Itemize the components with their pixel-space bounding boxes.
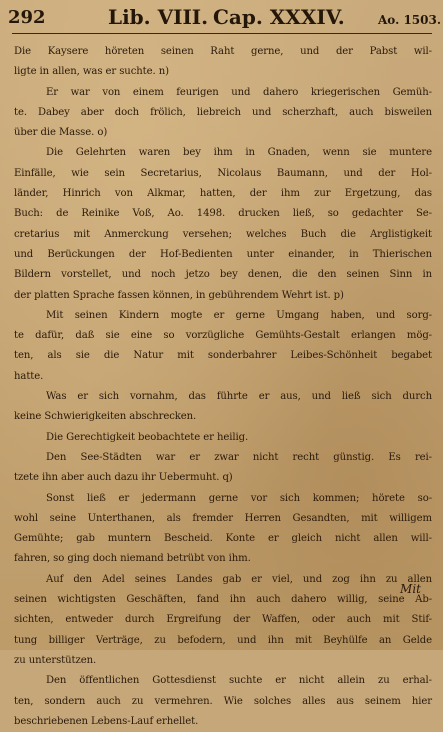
- text-line: Die Kaysere höreten seinen Raht gerne, und der Pabst wil-: [14, 46, 432, 57]
- text-line: sichten, entweder durch Ergreifung der Waffen, oder auch mit Stif-: [14, 614, 432, 626]
- text-line: und Berückungen der Hof-Bedienten unter einander, in Thierischen: [14, 248, 432, 260]
- text-line: zu unterstützen.: [14, 654, 97, 666]
- text-line: Er war von einem feurigen und dahero kriegerischen Gemüh-: [46, 86, 432, 98]
- text-line: Mit seinen Kindern mogte er gerne Umgang haben, und sorg-: [46, 309, 432, 321]
- text-line: Bildern vorstellet, und noch jetzo bey denen, die den seinen Sinn in: [14, 269, 432, 281]
- text-line: Buch: de Reinike Voß, Ao. 1498. drucken ließ, so gedachter Se-: [14, 208, 432, 220]
- body-text: [14, 42, 432, 732]
- text-line: cretarius mit Anmerckung versehen; welches Buch die Arglistigkeit: [14, 228, 432, 240]
- text-line: ten, sondern auch zu vermehren. Wie solches alles aus seinem hier: [14, 695, 432, 707]
- running-header: [8, 4, 442, 32]
- text-line: Den See-Städten war er zwar nicht recht günstig. Es rei-: [46, 451, 432, 463]
- page-number: 292: [8, 7, 46, 28]
- text-line: Einfälle, wie sein Secretarius, Nicolaus Baumann, und der Hol-: [14, 167, 432, 179]
- text-line: Die Gelehrten waren bey ihm in Gnaden, wenn sie muntere: [46, 147, 432, 159]
- text-line: beschriebenen Lebens-Lauf erhellet.: [14, 715, 199, 727]
- text-line: tung billiger Verträge, zu befodern, und ihn mit Beyhülfe an Gelde: [14, 634, 432, 646]
- text-line: tzete ihn aber auch dazu ihr Uebermuht. q): [14, 472, 233, 484]
- text-line: te. Dabey aber doch frölich, liebreich und scherzhaft, auch bisweilen: [14, 106, 432, 118]
- text-line: der platten Sprache fassen können, in gebührendem Wehrt ist. p): [14, 289, 344, 301]
- text-line: ligte in allen, was er suchte. n): [14, 66, 169, 78]
- text-line: Auf den Adel seines Landes gab er viel, und zog ihn zu allen: [46, 573, 432, 585]
- text-line: wohl seine Unterthanen, als fremder Herren Gesandten, mit willigem: [14, 512, 432, 524]
- text-line: fahren, so ging doch niemand betrübt von ihm.: [14, 553, 251, 565]
- text-line: Was er sich vornahm, das führte er aus, und ließ sich durch: [46, 391, 432, 403]
- catchword: Mit: [400, 582, 421, 596]
- text-line: Den öffentlichen Gottesdienst suchte er nicht allein zu erhal-: [46, 675, 432, 687]
- text-line: Sonst ließ er jedermann gerne vor sich kommen; hörete so-: [46, 492, 432, 504]
- text-line: länder, Hinrich von Alkmar, hatten, der ihm zur Ergetzung, das: [14, 188, 432, 200]
- year-marker: Ao. 1503.: [378, 13, 442, 27]
- text-line: ten, als sie die Natur mit sonderbahrer Leibes-Schönheit begabet: [14, 350, 432, 362]
- text-line: keine Schwierigkeiten abschrecken.: [14, 411, 197, 423]
- book-number: Lib. VIII.: [108, 5, 209, 29]
- text-line: Gemühte; gab muntern Bescheid. Konte er gleich nicht allen will-: [14, 533, 432, 545]
- text-line: über die Masse. o): [14, 127, 108, 139]
- text-line: seinen wichtigsten Geschäften, fand ihn auch dahero willig, seine Ab-: [14, 594, 432, 606]
- text-line: Die Gerechtigkeit beobachtete er heilig.: [46, 431, 249, 443]
- chapter-number: Cap. XXXIV.: [213, 5, 345, 29]
- text-line: te dafür, daß sie eine so vorzügliche Gemühts-Gestalt erlangen mög-: [14, 330, 432, 342]
- text-line: hatte.: [14, 370, 44, 382]
- header-rule: [12, 33, 432, 34]
